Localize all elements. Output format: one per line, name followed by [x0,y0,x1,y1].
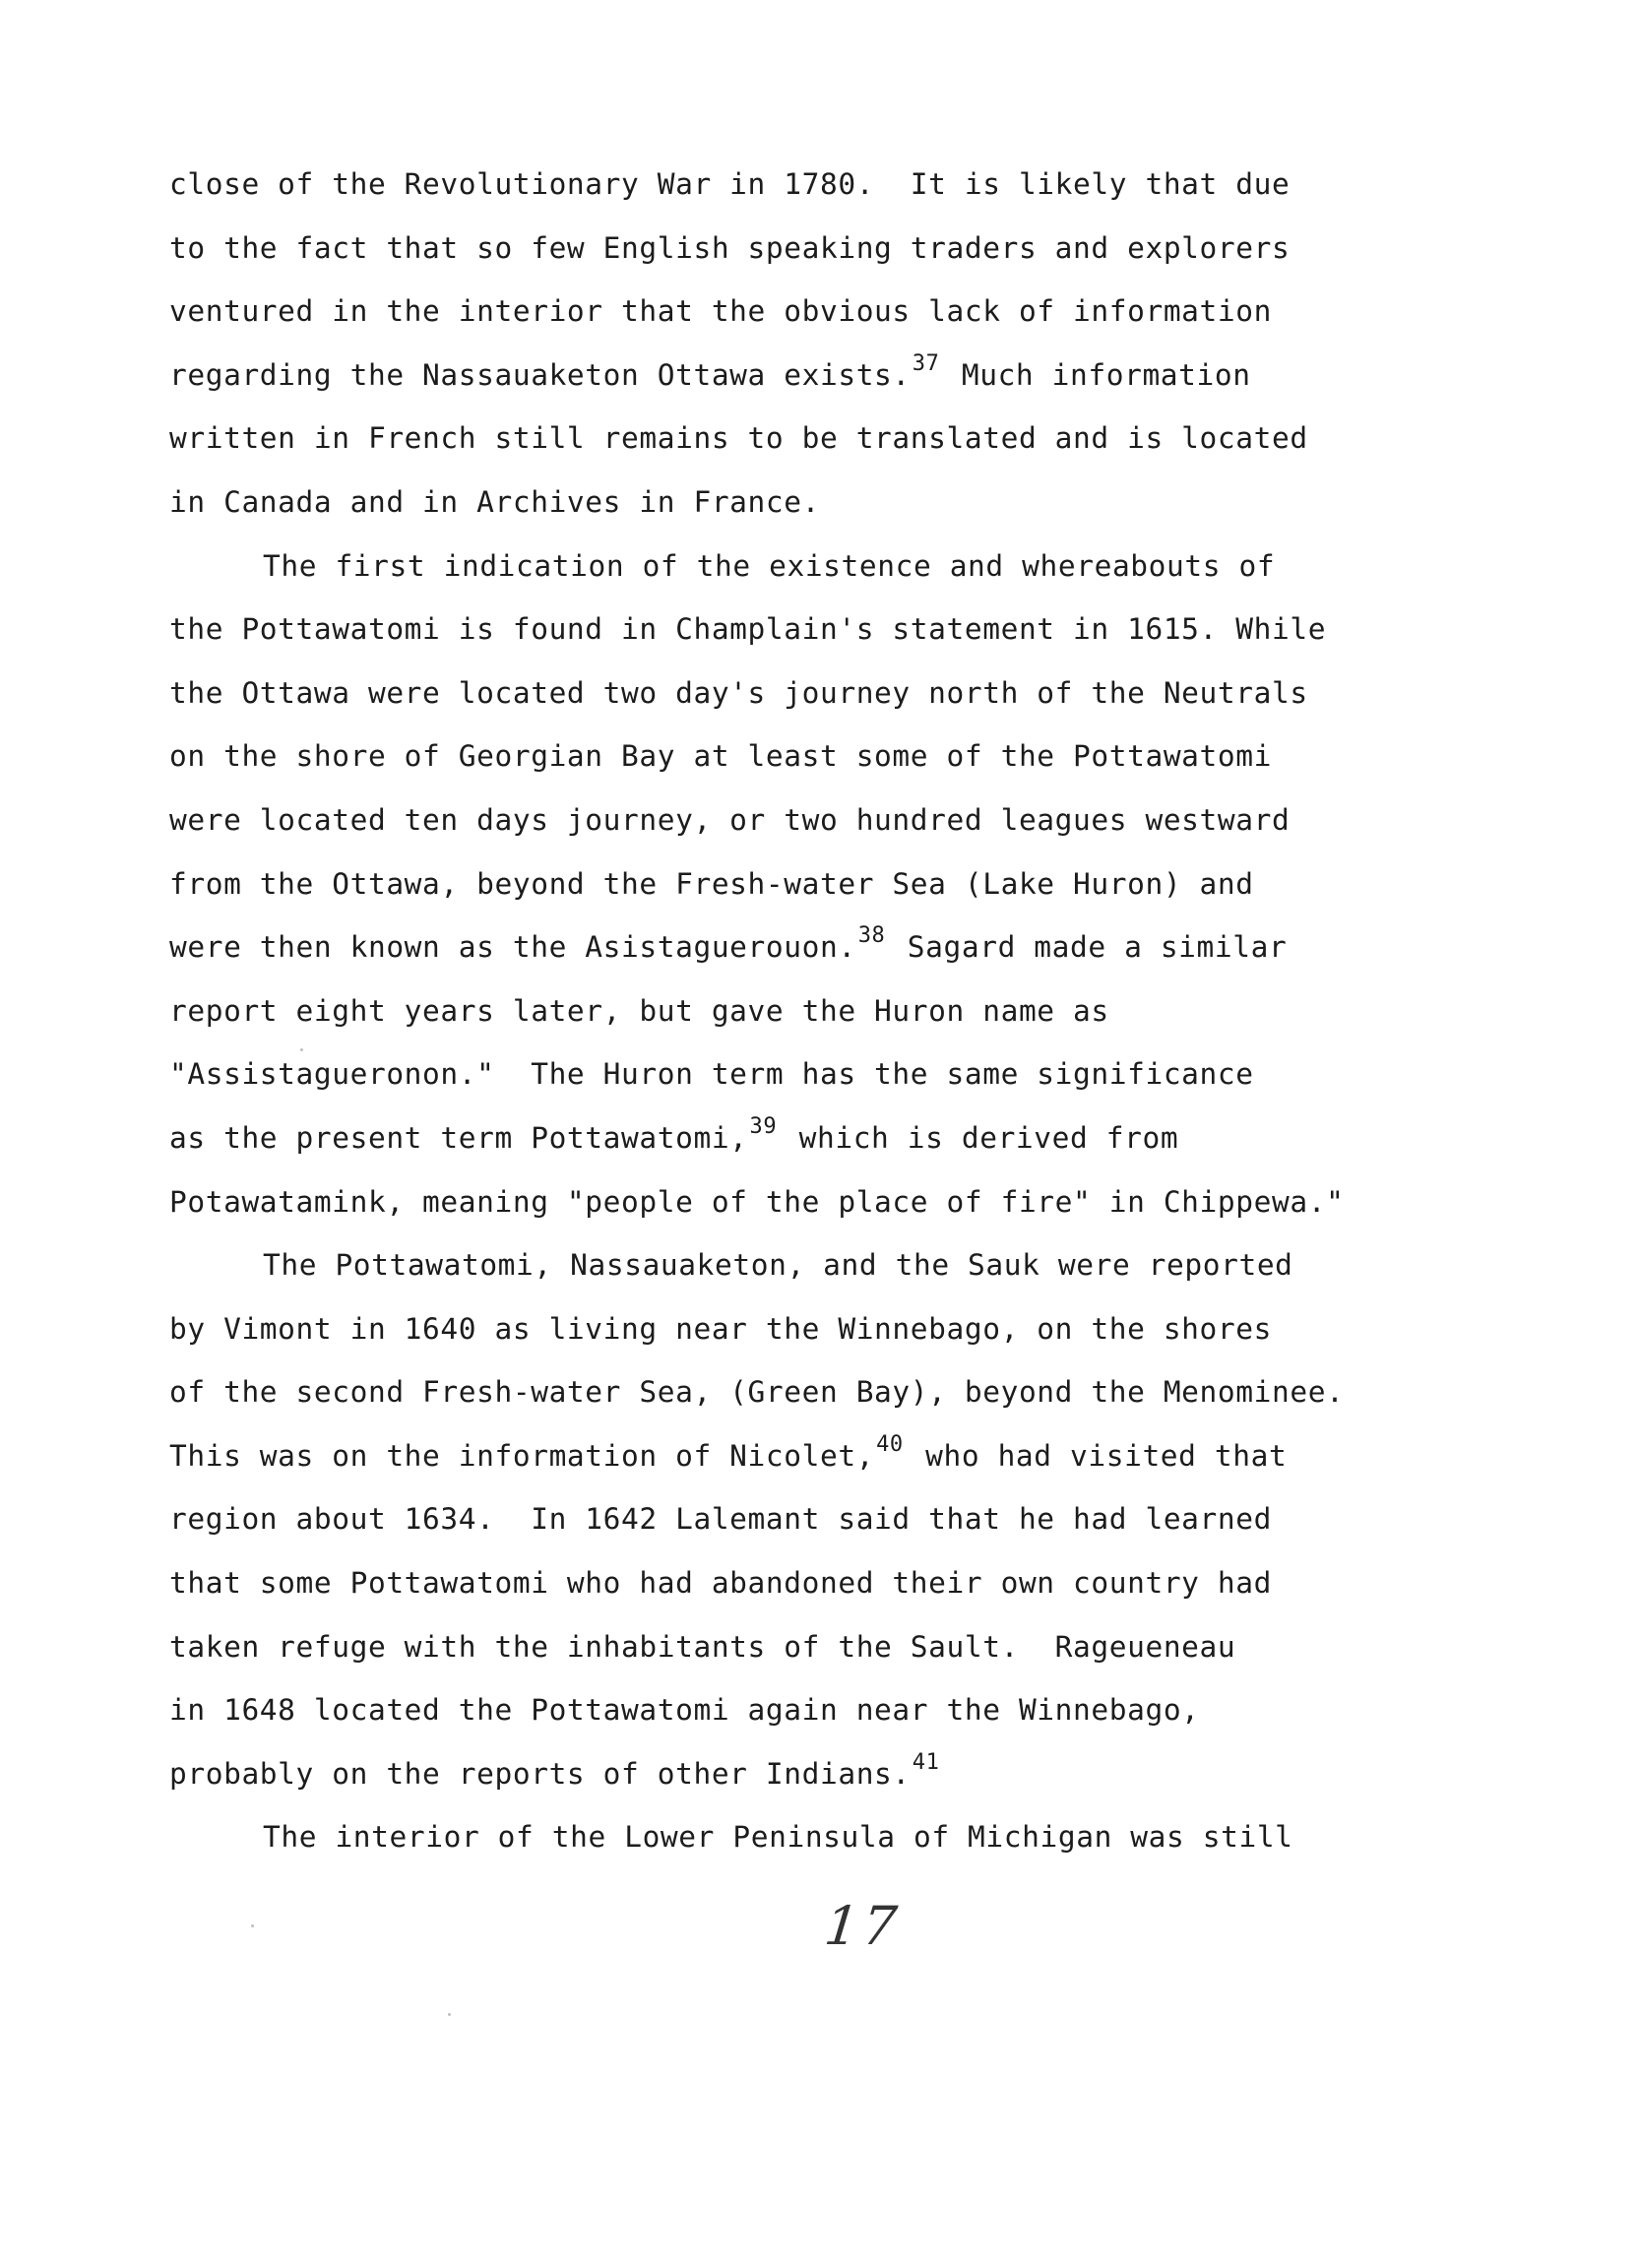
text-segment: the Ottawa were located two day's journey north of the Neutrals [169,675,1308,710]
text-line [169,153,1449,217]
text-line [169,598,1449,662]
text-segment: region about 1634. In 1642 Lalemant said that he had learned [169,1502,1272,1537]
text-line [169,1042,1449,1106]
text-line [169,1615,1449,1679]
text-line [169,1170,1449,1234]
scan-speck [448,2013,451,2016]
paragraph [169,1805,1449,1869]
text-line [169,1742,1449,1806]
text-segment: regarding the Nassauaketon Ottawa exists. [169,357,911,392]
footnote-marker: 37 [912,350,940,376]
text-segment: "Assistagueronon." The Huron term has the same significance [169,1057,1254,1092]
text-segment: that some Pottawatomi who had abandoned their own country had [169,1566,1272,1601]
text-line [169,1487,1449,1551]
paragraph [169,153,1449,535]
text-line [169,1360,1449,1424]
text-segment: taken refuge with the inhabitants of the Sault. Rageueneau [169,1629,1236,1664]
text-line [169,1678,1449,1742]
text-line [169,471,1449,535]
text-segment: report eight years later, but gave the Huron name as [169,993,1109,1028]
text-segment: ventured in the interior that the obvious lack of information [169,294,1272,329]
text-segment: from the Ottawa, beyond the Fresh-water Sea (Lake Huron) and [169,866,1254,901]
text-line [169,1424,1449,1488]
text-line [169,979,1449,1043]
scan-speck [300,1048,303,1051]
text-segment: in Canada and in Archives in France. [169,484,820,519]
text-segment: by Vimont in 1640 as living near the Winnebago, on the shores [169,1311,1272,1346]
text-line [169,535,1449,598]
text-segment: The first indication of the existence and whereabouts of [263,548,1276,583]
text-segment: Sagard made a similar [889,930,1288,965]
text-segment: the Pottawatomi is found in Champlain's statement in 1615. While [169,612,1327,647]
text-line [169,852,1449,916]
text-segment: were then known as the Asistaguerouon. [169,930,856,965]
text-line [169,1297,1449,1361]
text-segment: This was on the information of Nicolet, [169,1438,875,1473]
text-line [169,915,1449,979]
footnote-marker: 41 [912,1749,940,1775]
text-segment: Much information [943,357,1251,392]
text-line [169,1106,1449,1170]
text-segment: Potawatamink, meaning "people of the place of fire" in Chippewa." [169,1184,1345,1219]
text-line [169,788,1449,852]
text-segment: in 1648 located the Pottawatomi again near the Winnebago, [169,1693,1200,1728]
text-segment: who had visited that [907,1438,1288,1473]
footnote-marker: 40 [876,1431,904,1457]
text-line [169,724,1449,788]
footnote-marker: 39 [749,1113,778,1139]
text-segment: The interior of the Lower Peninsula of Michigan was still [263,1820,1293,1855]
document-body [169,153,1449,1869]
text-segment: were located ten days journey, or two hundred leagues westward [169,802,1291,837]
text-line [169,217,1449,281]
text-line [169,280,1449,344]
text-segment: of the second Fresh-water Sea, (Green Bay), beyond the Menominee. [169,1375,1345,1410]
footnote-marker: 38 [857,923,886,949]
page-number: 17 [821,1895,905,1957]
text-line [169,344,1449,408]
scan-speck [251,1924,254,1927]
text-line [169,1233,1449,1297]
text-line [169,662,1449,725]
paragraph [169,535,1449,1234]
text-line [169,407,1449,471]
text-segment: written in French still remains to be translated and is located [169,421,1308,456]
text-segment: which is derived from [781,1120,1179,1155]
text-segment: probably on the reports of other Indians. [169,1756,911,1791]
text-segment: close of the Revolutionary War in 1780. It is likely that due [169,167,1291,201]
text-segment: to the fact that so few English speaking traders and explorers [169,230,1291,265]
text-segment: as the present term Pottawatomi, [169,1120,748,1155]
text-segment: The Pottawatomi, Nassauaketon, and the Sauk were reported [263,1248,1293,1283]
text-line [169,1551,1449,1615]
text-line [169,1805,1449,1869]
text-segment: on the shore of Georgian Bay at least some of the Pottawatomi [169,739,1272,774]
paragraph [169,1233,1449,1805]
